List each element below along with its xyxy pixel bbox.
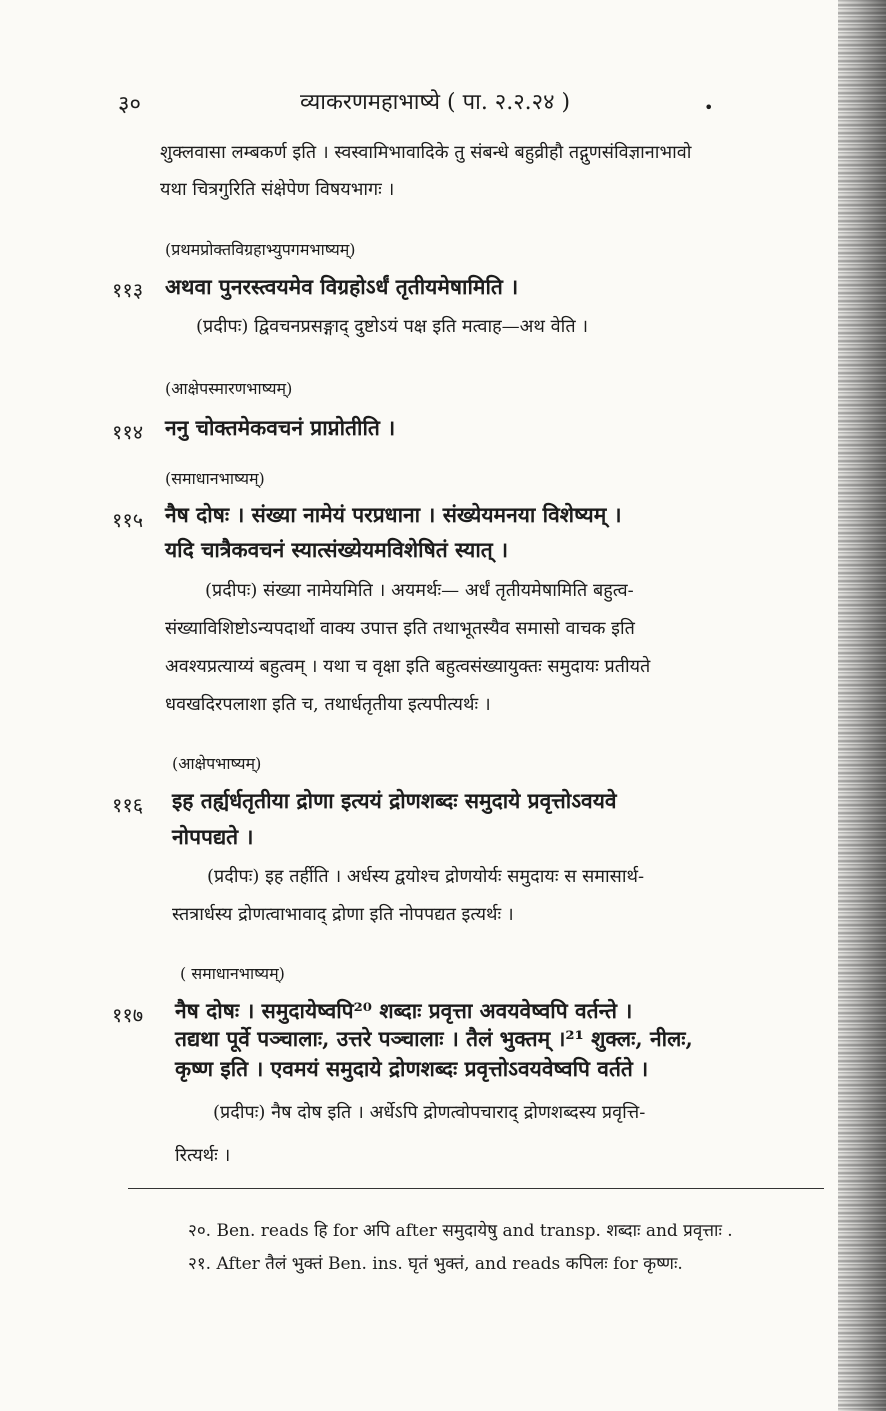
bhashya-line: ननु चोक्तमेकवचनं प्राप्नोतीति ।	[165, 415, 396, 440]
pradipa-line: स्तत्रार्धस्य द्रोणत्वाभावाद् द्रोणा इति नोपपद्यत इत्यर्थः ।	[172, 904, 514, 925]
bhashya-line: नैष दोषः । संख्या नामेयं परप्रधाना । संख्येयमनया विशेष्यम् ।	[165, 502, 622, 527]
section-heading: (आक्षेपस्मारणभाष्यम्)	[165, 379, 293, 398]
section-heading: (प्रथमप्रोक्तविग्रहाभ्युपगमभाष्यम्)	[165, 240, 356, 259]
pradipa-line: रित्यर्थः ।	[175, 1145, 231, 1166]
footnote: २१. After तैलं भुक्तं Ben. ins. घृतं भुक्तं, and reads कपिलः for कृष्णः.	[188, 1254, 683, 1274]
bhashya-line: नोपपद्यते ।	[172, 824, 254, 849]
footnote-rule	[128, 1188, 824, 1189]
paragraph-number: ११५	[112, 508, 144, 532]
paragraph-number: ११६	[112, 793, 144, 817]
pradipa-line: संख्याविशिष्टोऽन्यपदार्थो वाक्य उपात्त इति तथाभूतस्यैव समासो वाचक इति	[165, 618, 635, 639]
section-heading: (समाधानभाष्यम्)	[165, 469, 265, 488]
paragraph-number: ११३	[112, 278, 144, 302]
pradipa-line: (प्रदीपः) द्विवचनप्रसङ्गाद् दुष्टोऽयं पक्ष इति मत्वाह—अथ वेति ।	[196, 316, 589, 337]
running-title: व्याकरणमहाभाष्ये ( पा. २.२.२४ )	[300, 90, 571, 115]
section-heading: (आक्षेपभाष्यम्)	[172, 754, 262, 773]
bhashya-line: कृष्ण इति । एवमयं समुदाये द्रोणशब्दः प्रवृत्तोऽवयवेष्वपि वर्तते ।	[175, 1056, 649, 1081]
section-heading: ( समाधानभाष्यम्)	[180, 964, 285, 983]
pradipa-line: (प्रदीपः) नैष दोष इति । अर्धेऽपि द्रोणत्वोपचाराद् द्रोणशब्दस्य प्रवृत्ति-	[213, 1102, 646, 1123]
paragraph-number: ११७	[112, 1003, 144, 1027]
bhashya-line: नैष दोषः । समुदायेष्वपि²⁰ शब्दाः प्रवृत्ता अवयवेष्वपि वर्तन्ते ।	[175, 998, 633, 1023]
footnote: २०. Ben. reads हि for अपि after समुदायेषु and transp. शब्दाः and प्रवृत्ताः .	[188, 1221, 733, 1241]
bhashya-line: तद्यथा पूर्वे पञ्चालाः, उत्तरे पञ्चालाः । तैलं भुक्तम् ।²¹ शुक्लः, नीलः,	[175, 1026, 693, 1051]
page-edge-shadow	[838, 0, 886, 1411]
pradipa-line: अवश्यप्रत्याय्यं बहुत्वम् । यथा च वृक्षा इति बहुत्वसंख्यायुक्तः समुदायः प्रतीयते	[165, 656, 651, 677]
paragraph-number: ११४	[112, 420, 144, 444]
bhashya-line: इह तर्ह्यर्धतृतीया द्रोणा इत्ययं द्रोणशब्दः समुदाये प्रवृत्तोऽवयवे	[172, 788, 617, 813]
bhashya-line: अथवा पुनरस्त्वयमेव विग्रहोऽर्धं तृतीयमेषामिति ।	[165, 274, 519, 299]
pradipa-line: (प्रदीपः) संख्या नामेयमिति । अयमर्थः— अर्धं तृतीयमेषामिति बहुत्व-	[205, 580, 634, 601]
pradipa-line: (प्रदीपः) इह तर्हीति । अर्धस्य द्वयोश्च द्रोणयोर्यः समुदायः स समासार्थ-	[207, 866, 645, 887]
page-number: ३०	[118, 92, 141, 117]
intro-line: शुक्लवासा लम्बकर्ण इति । स्वस्वामिभावादिके तु संबन्धे बहुव्रीहौ तद्गुणसंविज्ञानाभावो	[160, 142, 692, 163]
intro-line: यथा चित्रगुरिति संक्षेपेण विषयभागः ।	[160, 179, 395, 200]
ink-mark: •	[704, 98, 714, 117]
bhashya-line: यदि चात्रैकवचनं स्यात्संख्येयमविशेषितं स्यात् ।	[165, 537, 509, 562]
pradipa-line: धवखदिरपलाशा इति च, तथार्धतृतीया इत्यपीत्यर्थः ।	[165, 694, 491, 715]
